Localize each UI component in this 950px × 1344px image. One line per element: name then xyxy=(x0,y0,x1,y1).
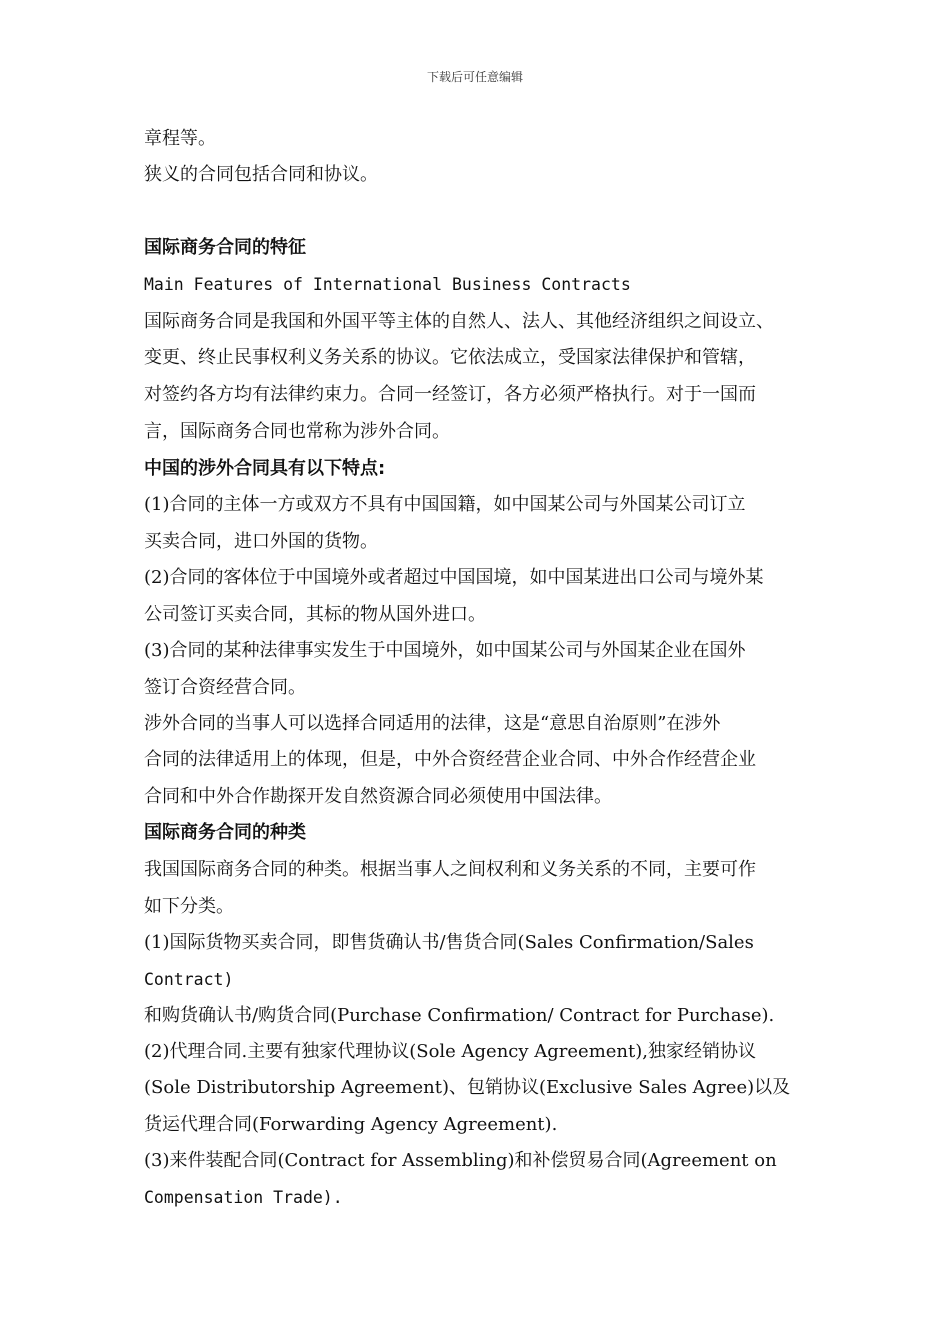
text-line: (2)合同的客体位于中国境外或者超过中国国境，如中国某进出口公司与境外某 xyxy=(144,567,764,588)
text-line: 买卖合同，进口外国的货物。 xyxy=(144,531,378,552)
english-subheading: Main Features of International Business Contracts xyxy=(144,275,631,294)
section-heading: 中国的涉外合同具有以下特点: xyxy=(144,458,386,479)
section-heading: 国际商务合同的种类 xyxy=(144,822,306,843)
text-line: Compensation Trade). xyxy=(144,1188,343,1207)
text-line: 货运代理合同(Forwarding Agency Agreement). xyxy=(144,1114,558,1135)
text-line: (3)来件装配合同(Contract for Assembling)和补偿贸易合同(Agreement on xyxy=(144,1150,777,1171)
text-line: 公司签订买卖合同，其标的物从国外进口。 xyxy=(144,604,486,625)
text-line: (1)合同的主体一方或双方不具有中国国籍，如中国某公司与外国某公司订立 xyxy=(144,494,746,515)
text-line: 涉外合同的当事人可以选择合同适用的法律，这是“意思自治原则”在涉外 xyxy=(144,713,721,734)
text-line: 狭义的合同包括合同和协议。 xyxy=(144,164,378,185)
text-line: 合同的法律适用上的体现，但是，中外合资经营企业合同、中外合作经营企业 xyxy=(144,749,756,770)
text-line: 如下分类。 xyxy=(144,896,234,917)
text-line: Contract) xyxy=(144,970,234,989)
text-line: (2)代理合同.主要有独家代理协议(Sole Agency Agreement),独家经销协议 xyxy=(144,1041,756,1062)
text-line: (1)国际货物买卖合同，即售货确认书/售货合同(Sales Confirmation/Sales xyxy=(144,932,754,953)
text-line: (Sole Distributorship Agreement)、包销协议(Exclusive Sales Agree)以及 xyxy=(144,1077,791,1098)
text-line: 和购货确认书/购货合同(Purchase Confirmation/ Contract for Purchase). xyxy=(144,1005,775,1026)
text-line: 对签约各方均有法律约束力。合同一经签订，各方必须严格执行。对于一国而 xyxy=(144,384,756,405)
text-line: (3)合同的某种法律事实发生于中国境外，如中国某公司与外国某企业在国外 xyxy=(144,640,746,661)
text-line: 言，国际商务合同也常称为涉外合同。 xyxy=(144,421,450,442)
page-header: 下载后可任意编辑 xyxy=(426,70,523,84)
text-line: 签订合资经营合同。 xyxy=(144,677,306,698)
text-line: 国际商务合同是我国和外国平等主体的自然人、法人、其他经济组织之间设立、 xyxy=(144,311,774,332)
text-line: 变更、终止民事权利义务关系的协议。它依法成立，受国家法律保护和管辖， xyxy=(144,347,756,368)
text-line: 章程等。 xyxy=(144,128,216,149)
section-heading: 国际商务合同的特征 xyxy=(144,237,306,258)
text-line: 我国国际商务合同的种类。根据当事人之间权利和义务关系的不同，主要可作 xyxy=(144,859,756,880)
text-line: 合同和中外合作勘探开发自然资源合同必须使用中国法律。 xyxy=(144,786,612,807)
